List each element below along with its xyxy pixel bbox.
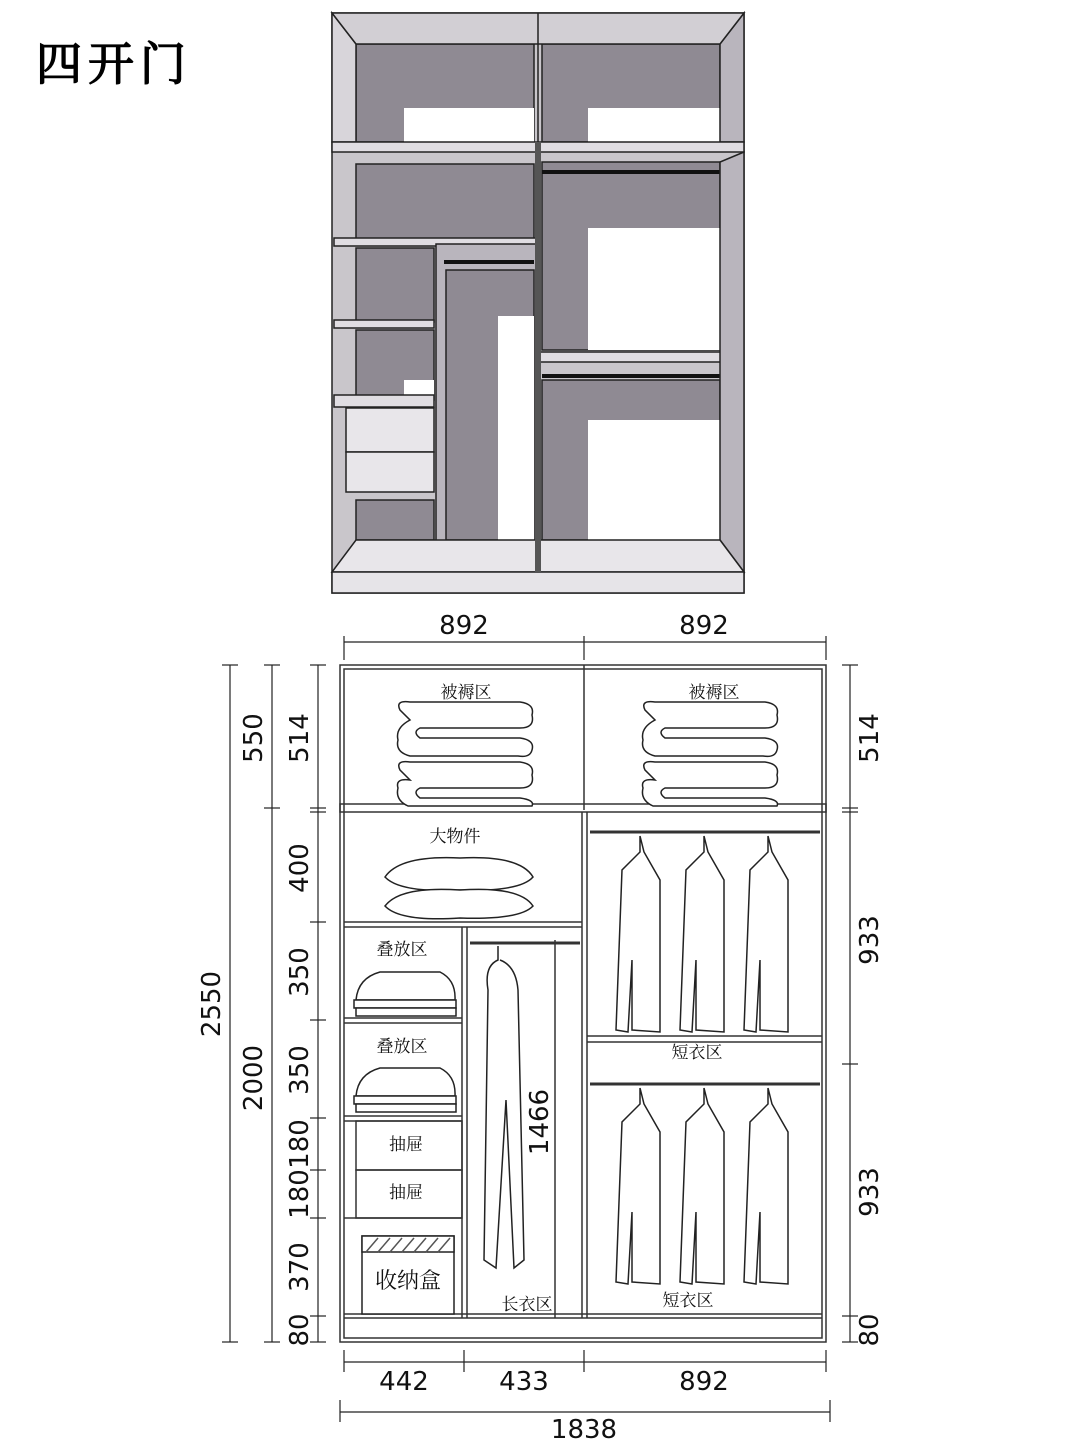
dim-bottom-width-1: 442 (379, 1367, 429, 1397)
dim-top-section-height: 550 (239, 713, 269, 763)
zone-label-drawer-2: 抽屉 (389, 1183, 423, 1203)
dim-top-width-right: 892 (679, 611, 729, 641)
zone-label-drawer-1: 抽屉 (389, 1135, 423, 1155)
zone-label-long-clothes: 长衣区 (501, 1295, 553, 1315)
page-title: 四开门 (36, 37, 192, 91)
long-coat-illustration (484, 946, 524, 1268)
dim-shelf-2-height: 350 (285, 1045, 315, 1095)
dim-total-height: 2550 (197, 970, 227, 1038)
dim-top-compartment-left: 514 (285, 713, 315, 763)
folded-clothes-illustration-1 (354, 972, 456, 1016)
dim-plinth-right: 80 (855, 1313, 885, 1347)
dim-top-width-left: 892 (439, 611, 489, 641)
dim-short-hanging-upper: 933 (855, 915, 885, 965)
dim-storage-box-height: 370 (285, 1242, 315, 1292)
jacket-illustrations-lower (616, 1088, 788, 1284)
quilt-illustration-left (397, 702, 532, 806)
pillow-illustration (385, 858, 533, 919)
dim-large-items-height: 400 (285, 843, 315, 893)
dim-drawer-1-height: 180 (285, 1119, 315, 1169)
dim-bottom-section-height: 2000 (239, 1044, 269, 1112)
dim-shelf-1-height: 350 (285, 947, 315, 997)
dim-long-hanging-height: 1466 (525, 1088, 555, 1156)
zone-label-quilt-left: 被褥区 (440, 683, 492, 703)
dim-short-hanging-lower: 933 (855, 1167, 885, 1217)
dim-bottom-width-2: 433 (499, 1367, 549, 1397)
dim-drawer-2-height: 180 (285, 1169, 315, 1219)
dim-total-width: 1838 (550, 1415, 618, 1444)
zone-label-short-clothes-lower: 短衣区 (662, 1291, 714, 1311)
dim-top-compartment-right: 514 (855, 713, 885, 763)
dim-bottom-width-3: 892 (679, 1367, 729, 1397)
zone-label-quilt-right: 被褥区 (688, 683, 740, 703)
zone-label-large-items: 大物件 (429, 827, 481, 847)
folded-clothes-illustration-2 (354, 1068, 456, 1112)
jacket-illustrations-upper (616, 836, 788, 1032)
wardrobe-3d-view (332, 13, 744, 593)
zone-label-fold-1: 叠放区 (376, 940, 428, 960)
quilt-illustration-right (642, 702, 777, 806)
dim-plinth-left: 80 (285, 1313, 315, 1347)
zone-label-short-clothes-upper: 短衣区 (671, 1043, 723, 1063)
zone-label-fold-2: 叠放区 (376, 1037, 428, 1057)
zone-label-storage-box: 收纳盒 (374, 1269, 442, 1294)
